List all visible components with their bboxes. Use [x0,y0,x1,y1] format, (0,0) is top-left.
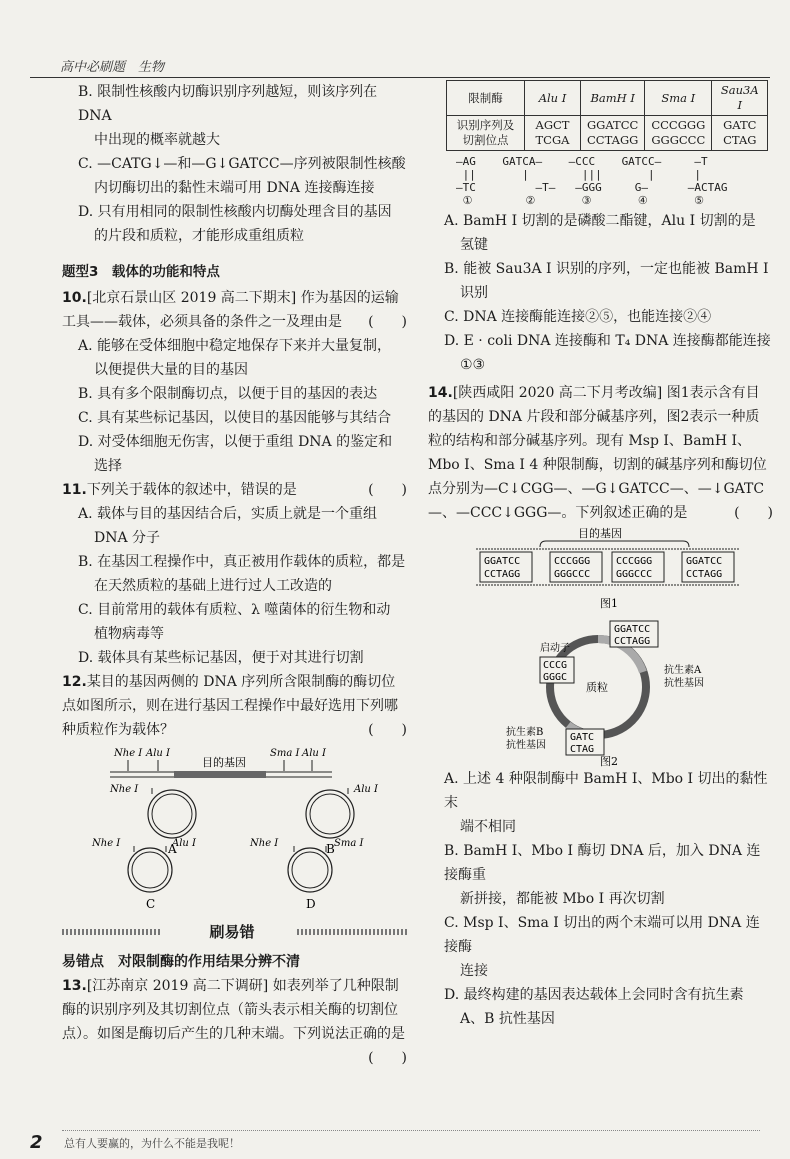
fig1-caption: 图1 [600,597,618,610]
banner-title: 刷易错 [209,923,255,941]
plasmid-a-ring [152,794,192,834]
sticky-ends: —AG GATCA— —CCC GATCC— —T || | ||| | | —TC —T— —GGG G— —ACTAG ① ② ③ ④ ⑤ [456,155,728,207]
site-label: Alu Ⅰ [302,748,326,759]
q9-option-b-cont: 中出现的概率就越大 [94,132,220,148]
site-label: Nhe Ⅰ [114,748,143,759]
site-label: Alu Ⅰ [146,748,170,759]
q13-option: A. BamH Ⅰ 切割的是磷酸二酯键，Alu Ⅰ 切割的是 [444,213,756,229]
table-row [447,116,768,151]
seq-top: CCCGGG [554,556,591,567]
q13-option: C. DNA 连接酶能连接②⑤，也能连接②④ [444,309,712,325]
plasmid-b-ring [306,790,354,838]
plasmid-b-site: Alu Ⅰ [354,784,378,795]
q9-option-c-cont: 内切酶切出的黏性末端可用 DNA 连接酶连接 [94,180,375,196]
seq-top: GGATCC [484,556,521,567]
q11-option: C. 目前常用的载体有质粒、λ 噬菌体的衍生物和动 [78,602,391,618]
q11-stem: 11.下列关于载体的叙述中，错误的是 ( ) [62,482,407,498]
svg-text:CCCG: CCCG [543,660,568,671]
plasmid-d-ring [288,848,332,892]
q14-stem: 14.[陕西咸阳 2020 高二下月考改编] 图1表示含有目的基因的 DNA 片段和部分碱基序列，图2表示一种质粒的结构和部分碱基序列。现有 Msp Ⅰ、BamH Ⅰ、Mbo Ⅰ、Sma Ⅰ 4 种限制酶，切割的碱基序列和酶切位点分别为—C↓CGG—、—G↓GATCC—、—↓GATC—、—CCC↓GGG—。下列叙述正确的是 ( ) [428,385,773,521]
section-3-title: 题型3 载体的功能和特点 [62,264,220,280]
q11-option: 植物病毒等 [94,626,164,642]
seq-bottom: GGGCCC [616,569,653,580]
resistance-b-label: 抗生素B [506,727,544,738]
page-number: 2 [30,1132,43,1153]
footer-rule [62,1130,760,1131]
q10-option: A. 能够在受体细胞中稳定地保存下来并大量复制， [78,338,392,354]
enzyme-name: Alu Ⅰ [525,81,581,116]
q11-option: D. 载体具有某些标记基因，便于对其进行切割 [78,650,364,666]
plasmid-c-label: C [146,897,156,911]
plasmid-c-site: Alu Ⅰ [172,838,196,849]
figure-1 [428,525,773,617]
plasmid-b-label: B [326,842,335,856]
error-banner [62,920,407,944]
resistance-a-label: 抗性基因 [664,678,704,689]
seq-top: CCCGGG [616,556,653,567]
q13-option: D. E · coli DNA 连接酶和 T₄ DNA 连接酶都能连接 [444,333,771,349]
resistance-b-label: 抗性基因 [506,740,546,751]
q10-option: 选择 [94,458,122,474]
plasmid-c-ring [128,848,172,892]
svg-text:GGATCC: GGATCC [614,624,651,635]
site-cell: GGATCC CCTAGG [581,116,645,151]
q14-option: B. BamH Ⅰ、Mbo Ⅰ 酶切 DNA 后，加入 DNA 连接酶重 [444,843,761,883]
q14-option: C. Msp Ⅰ、Sma Ⅰ 切出的两个末端可以用 DNA 连接酶 [444,915,760,955]
q13-option: 识别 [460,285,488,301]
site-cell: GATC CTAG [712,116,768,151]
svg-text:CTAG: CTAG [570,744,595,755]
promoter-label: 启动子 [540,643,570,654]
q13-option: ①③ [460,357,486,373]
figure-2 [428,617,773,767]
plasmid-label: 质粒 [586,681,608,694]
q14-option: D. 最终构建的基因表达载体上会同时含有抗生素 [444,987,744,1003]
q10-option: C. 具有某些标记基因，以使目的基因能够与其结合 [78,410,392,426]
plasmid-b-ring [310,794,350,834]
table-row [447,81,768,116]
q14-option: A、B 抗性基因 [460,1011,555,1027]
fig2-caption: 图2 [600,755,618,767]
q12-figure [62,742,407,912]
q14-option: 新拼接，都能被 Mbo Ⅰ 再次切割 [460,891,665,907]
plasmid-d-site: Sma Ⅰ [334,838,364,849]
plasmid-a-site: Nhe Ⅰ [110,784,139,795]
fig1-gene-label: 目的基因 [578,527,622,540]
site-cell: CCCGGG GGGCCC [645,116,712,151]
table-head: 识别序列及切割位点 [447,116,525,151]
q11-option: A. 载体与目的基因结合后，实质上就是一个重组 [78,506,378,522]
site-label: Sma Ⅰ [270,748,300,759]
target-gene-bar [174,771,266,778]
site-cell: AGCT TCGA [525,116,581,151]
q13-option: 氢键 [460,237,488,253]
q14-option: 连接 [460,963,488,979]
q9-option-c: C. —CATG↓—和—G↓GATCC—序列被限制性核酸 [78,156,406,172]
q10-option: B. 具有多个限制酶切点，以便于目的基因的表达 [78,386,378,402]
gene-brace [540,541,689,547]
error-point-title: 易错点 对限制酶的作用结果分辨不清 [62,954,300,970]
page-header [30,52,770,78]
q14-option: 端不相同 [460,819,516,835]
svg-text:GATC: GATC [570,732,595,743]
enzyme-table [446,80,768,151]
plasmid-d-site: Nhe Ⅰ [250,838,279,849]
q10-option: D. 对受体细胞无伤害，以便于重组 DNA 的鉴定和 [78,434,393,450]
left-column [62,80,407,1070]
svg-text:CCTAGG: CCTAGG [614,636,651,647]
seq-bottom: CCTAGG [686,569,723,580]
q10-stem: 10.[北京石景山区 2019 高二下期末] 作为基因的运输工具——载体，必须具备的条件之一及理由是 ( ) [62,290,407,330]
enzyme-name: Sau3A Ⅰ [712,81,768,116]
header-title: 高中必刷题 生物 [60,60,165,75]
q9-option-b: B. 限制性核酸内切酶识别序列越短，则该序列在 DNA [78,84,378,124]
plasmid-d-ring [292,852,328,888]
q13-option: B. 能被 Sau3A Ⅰ 识别的序列，一定也能被 BamH Ⅰ [444,261,769,277]
q10-option: 以便提供大量的目的基因 [94,362,248,378]
q13-stem: 13.[江苏南京 2019 高二下调研] 如表列举了几种限制酶的识别序列及其切割位点（箭头表示相关酶的切割位点）。如图是酶切后产生的几种末端。下列说法正确的是 ( ) [62,978,407,1066]
q12-stem: 12.某目的基因两侧的 DNA 序列所含限制酶的酶切位点如图所示，则在进行基因工程操作中最好选用下列哪种质粒作为载体？ ( ) [62,674,407,738]
table-head: 限制酶 [447,81,525,116]
plasmid-c-ring [132,852,168,888]
svg-text:GGGC: GGGC [543,672,568,683]
q11-option: 在天然质粒的基础上进行过人工改造的 [94,578,332,594]
q11-option: DNA 分子 [94,530,161,546]
seq-top: GGATCC [686,556,723,567]
q9-option-d-cont: 的片段和质粒，才能形成重组质粒 [94,228,304,244]
plasmid-a-label: A [168,842,177,856]
q14-option: A. 上述 4 种限制酶中 BamH Ⅰ、Mbo Ⅰ 切出的黏性末 [444,771,768,811]
plasmid-c-site: Nhe Ⅰ [92,838,121,849]
plasmid-a-ring [148,790,196,838]
q11-option: B. 在基因工程操作中，真正被用作载体的质粒，都是 [78,554,406,570]
enzyme-name: BamH Ⅰ [581,81,645,116]
seq-bottom: CCTAGG [484,569,521,580]
plasmid-d-label: D [306,897,316,911]
seq-bottom: GGGCCC [554,569,591,580]
page-footer [0,1128,790,1159]
right-column [428,80,773,1031]
banner-stripe [297,929,407,935]
banner-stripe [62,929,162,935]
resistance-a-label: 抗生素A [664,665,702,676]
enzyme-name: Sma Ⅰ [645,81,712,116]
q9-option-d: D. 只有用相同的限制性核酸内切酶处理含目的基因 [78,204,392,220]
target-gene-label: 目的基因 [202,756,246,769]
footer-motto: 总有人要赢的，为什么不能是我呢！ [64,1137,240,1150]
